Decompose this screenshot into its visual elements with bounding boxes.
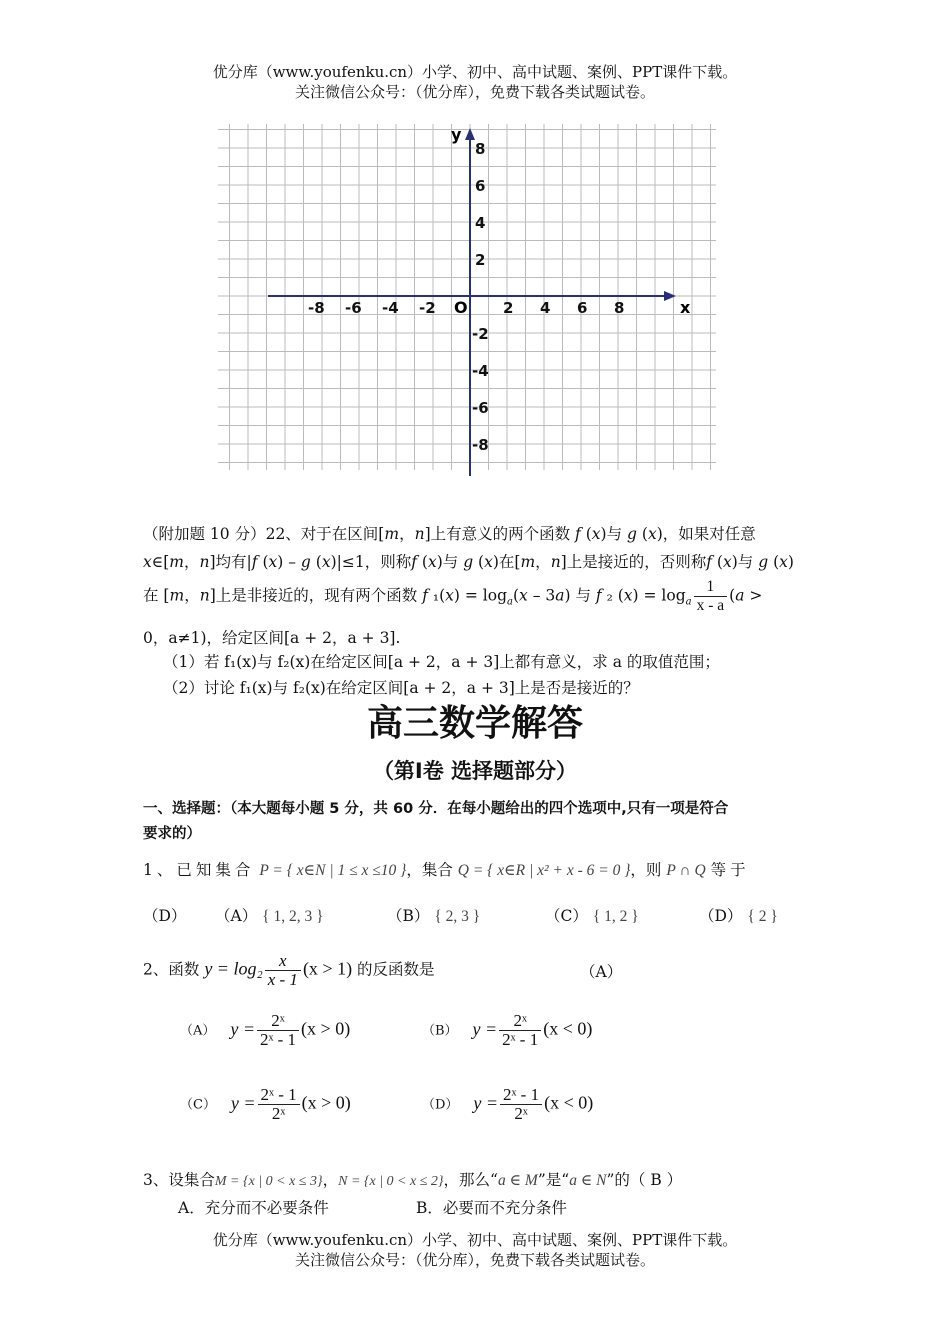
- origin-label: O: [454, 298, 468, 317]
- x-tick-label: 6: [577, 299, 588, 317]
- x-tick-label: 2: [503, 299, 514, 317]
- coordinate-grid: [214, 118, 720, 476]
- q1-expression: P ∩ Q: [666, 862, 706, 879]
- q22-line-1: （附加题 10 分）22、对于在区间[m，n]上有意义的两个函数 f (x)与 g (x)，如果对任意: [143, 525, 756, 543]
- q2-frac-den: x - 1: [267, 970, 298, 989]
- q3-set-n: N = {x | 0 < x ≤ 2}: [338, 1174, 444, 1189]
- q22-text: ]上是接近的，否则称: [560, 553, 707, 571]
- y-axis-label: y: [451, 125, 462, 144]
- q2-condition: (x > 1): [302, 958, 353, 979]
- q22-text: ]上有意义的两个函数: [424, 525, 576, 543]
- q2-option-d: （D） y = $\frac{\text{2ˣ - 1}}{\text{2ˣ}}$ (x < 0): [422, 1085, 594, 1123]
- q22-frac-num: 1: [694, 578, 728, 597]
- section-heading-line-2: 要求的）: [143, 826, 201, 842]
- q22-text: |≤1，则称: [336, 553, 412, 571]
- section-heading-line-1: 一、选择题：（本大题每小题 5 分，共 60 分．在每小题给出的四个选项中,只有一项是符合: [143, 801, 729, 817]
- y-tick-label: -4: [472, 362, 489, 380]
- q22-text: （附加题 10 分）22、对于在区间[: [143, 525, 385, 543]
- q2-option-c: （C） y = $\frac{\text{2ˣ - 1}}{\text{2ˣ}}$ (x > 0): [180, 1085, 351, 1123]
- q1-option-d: （D） { 2 }: [699, 907, 778, 925]
- q2-frac-num: x: [265, 952, 301, 971]
- q22-line-4: 0，a≠1)，给定区间[a + 2，a + 3].: [143, 629, 401, 647]
- q22-line-2: x∈[m，n]均有|f (x) – g (x)|≤1，则称f (x)与 g (x)在[m，n]上是接近的，否则称f (x)与 g (x): [143, 553, 794, 571]
- q1-prefix: 1、已知集合: [143, 861, 255, 879]
- footer-line-2: 关注微信公众号：（优分库），免费下载各类试题试卷。: [294, 1251, 655, 1269]
- x-tick-label: 8: [614, 299, 625, 317]
- q22-subquestion-1: （1）若 f₁(x)与 f₂(x)在给定区间[a + 2，a + 3]上都有意义，求 a 的取值范围；: [163, 653, 720, 671]
- q2-answer: （A）: [580, 963, 623, 981]
- x-tick-label: -6: [345, 299, 362, 317]
- q1-set-q: Q = { x∈R | x² + x - 6 = 0 }: [457, 862, 631, 879]
- q1-option-b: （B） { 2, 3 }: [387, 907, 481, 925]
- q2-option-b: （B） y = $\frac{\text{2ˣ}}{\text{2ˣ - 1}}$ (x < 0): [422, 1011, 593, 1049]
- y-tick-label: 4: [475, 214, 486, 232]
- q1-answer: （D）: [143, 907, 187, 925]
- x-axis-arrow: [664, 291, 676, 301]
- q3-a-in-n: a ∈ N: [569, 1172, 607, 1189]
- x-tick-label: -2: [419, 299, 436, 317]
- y-tick-label: -6: [472, 399, 489, 417]
- x-tick-label: -4: [382, 299, 399, 317]
- q2-fraction: [265, 952, 301, 989]
- q1-stem: [143, 856, 813, 885]
- q1-mid: ，集合: [406, 861, 453, 879]
- y-tick-label: -8: [472, 436, 489, 454]
- q2-suffix: 的反函数是: [357, 960, 435, 979]
- y-tick-label: -2: [472, 325, 489, 343]
- q3-suffix: ”的（ B ）: [606, 1171, 683, 1189]
- answers-subtitle: （第Ⅰ卷 选择题部分）: [372, 759, 578, 783]
- q3-option-b: B．必要而不充分条件: [416, 1199, 567, 1217]
- q1-option-a: （A） { 1, 2, 3 }: [215, 907, 324, 925]
- q3-mid: ，那么“: [443, 1171, 498, 1189]
- q1-option-c: （C） { 1, 2 }: [545, 907, 639, 925]
- header-line-1: 优分库（www.youfenku.cn）小学、初中、高中试题、案例、PPT课件下载。: [212, 63, 738, 81]
- y-tick-label: 2: [475, 251, 486, 269]
- q3-set-m: M = {x | 0 < x ≤ 3}: [214, 1174, 323, 1189]
- q1-suffix: 等于: [710, 861, 750, 879]
- q22-text: ，如果对任意: [662, 525, 756, 543]
- q3-stem: 3、设集合M = {x | 0 < x ≤ 3}，N = {x | 0 < x ≤ 2}，那么“a ∈ M”是“a ∈ N”的（ B ）: [143, 1171, 683, 1189]
- q22-text: ]均有|: [209, 553, 252, 571]
- q2-option-a: （A） y = $\frac{\text{2ˣ}}{\text{2ˣ - 1}}$ (x > 0): [180, 1011, 351, 1049]
- answers-title: 高三数学解答: [366, 703, 583, 744]
- y-tick-label: 8: [475, 140, 486, 158]
- q3-is: ”是“: [537, 1171, 570, 1189]
- q3-prefix: 3、设集合: [143, 1171, 215, 1189]
- q2-lhs: y = log₂: [204, 958, 263, 979]
- x-axis-label: x: [680, 298, 691, 317]
- q2-prefix: 2、函数: [143, 960, 200, 979]
- q22-subquestion-2: （2）讨论 f₁(x)与 f₂(x)在给定区间[a + 2，a + 3]上是否是接近的？: [163, 679, 639, 697]
- q3-a-in-m: a ∈ M: [497, 1172, 538, 1189]
- q3-option-a: A．充分而不必要条件: [178, 1199, 329, 1217]
- q22-frac-den: x - a: [696, 597, 725, 614]
- x-tick-label: -8: [308, 299, 325, 317]
- q22-text: ]上是非接近的，现有两个函数: [209, 586, 418, 605]
- q1-mid2: ，则: [630, 861, 662, 879]
- q22-fraction: [694, 578, 728, 615]
- y-tick-label: 6: [475, 177, 486, 195]
- footer-line-1: 优分库（www.youfenku.cn）小学、初中、高中试题、案例、PPT课件下载。: [212, 1231, 738, 1249]
- q1-set-p: P = { x∈N | 1 ≤ x ≤10 }: [259, 862, 407, 879]
- x-tick-label: 4: [540, 299, 551, 317]
- q22-line-3: 在 [m，n]上是非接近的，现有两个函数 f $_1(x) = \log_a(x - 3a)$ 与 f ₂ $(x) = \log_a$ $\frac{1}{x - a}$ (a >: [143, 578, 763, 614]
- header-line-2: 关注微信公众号：（优分库），免费下载各类试题试卷。: [294, 83, 655, 101]
